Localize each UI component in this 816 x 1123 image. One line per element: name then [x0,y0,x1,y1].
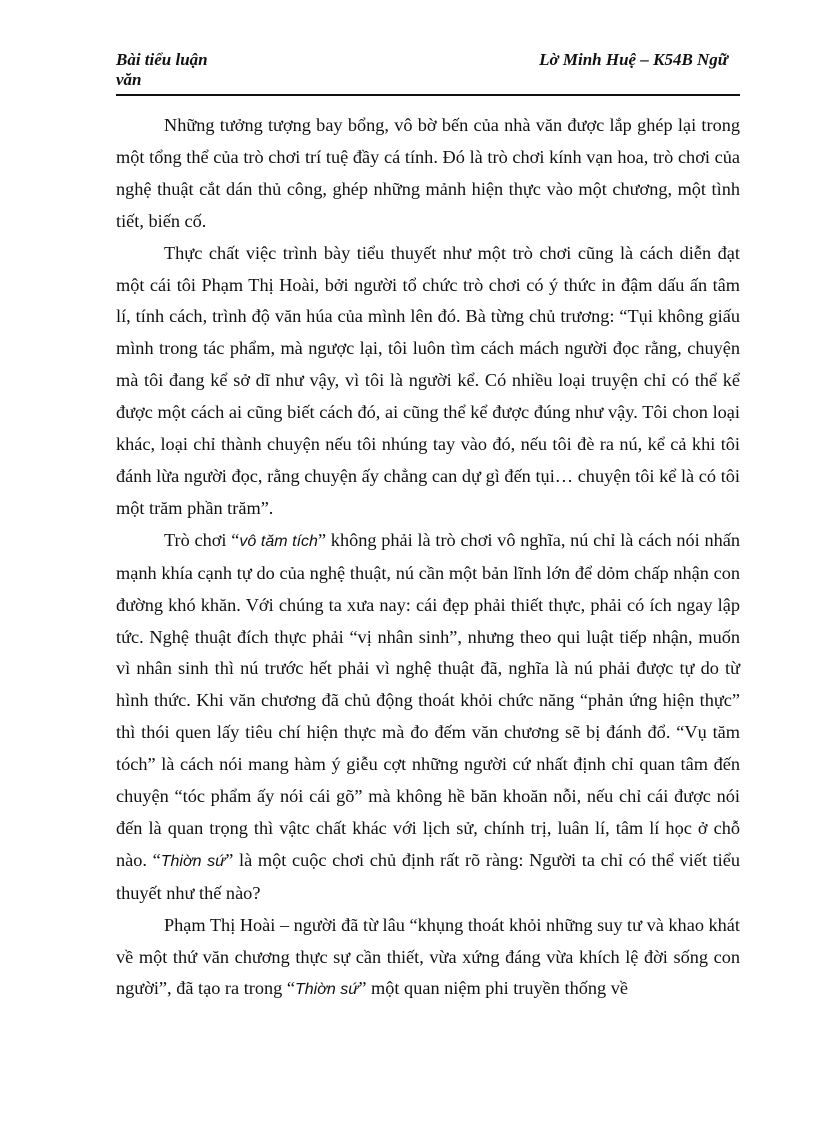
paragraph-3-emphasis-2: Thiờn sứ [160,852,226,870]
paragraph-4-emphasis-1: Thiờn sứ [294,981,359,999]
header-left-line2: văn [116,70,142,89]
paragraph-3-emphasis-1: vô tăm tích [239,532,318,550]
paragraph-3-part3: ” là một cuộc chơi chủ định rất rõ ràng: Người ta chỉ có thể viết tiểu thuyết như thế nào? [116,849,740,903]
paragraph-3-part2: ” không phải là trò chơi vô nghĩa, nú chỉ là cách nói nhấn mạnh khía cạnh tự do của nghệ thuật, nú cần một bản lĩnh lớn để dỏm chấp nhận con đường khó khăn. Với chúng ta xưa nay: cái đẹp phải thiết thực, phải có ích ngay lập tức. Nghệ thuật đích thực phải “vị nhân sinh”, nhưng theo qui luật tiếp nhận, muốn vì nhân sinh thì nú trước hết phải vì nghệ thuật đã, nghĩa là nú phải được tự do từ hình thức. Khi văn chương đã chủ động thoát khỏi chức năng “phản ứng hiện thực” thì thói quen lấy tiêu chí hiện thực mà đo đếm văn chương sẽ bị đánh đổ. “Vụ tăm tóch” là cách nói mang hàm ý giễu cợt những người cứ nhất định chỉ quan tâm đến chuyện “tóc phẩm ấy nói cái gõ” mà không hề băn khoăn nỗi, nếu chỉ cái được nói đến là quan trọng thì vậtc chất khác với lịch sử, chính trị, luân lí, tâm lí học ở chỗ nào. “ [116,529,741,870]
header-left-line1: Bài tiểu luận [116,50,208,69]
paragraph-4-part1: Phạm Thị Hoài – người đã từ lâu “khụng thoát khỏi những suy tư và khao khát về một thứ văn chương thực sự cần thiết, vừa xứng đáng vừa khích lệ đời sống con người”, đã tạo ra trong “ [116,914,741,999]
paragraph-3 [116,525,740,910]
header-document-type [116,50,266,90]
paragraph-3-part1: Trò chơi “ [164,529,240,550]
page-header [116,50,740,96]
header-author: Lờ Minh Huệ – K54B Ngữ [539,50,728,69]
document-body [116,110,740,1006]
paragraph-2: Thực chất việc trình bày tiểu thuyết như một trò chơi cũng là cách diễn đạt một cái tôi Phạm Thị Hoài, bởi người tổ chức trò chơi có ý thức in đậm dấu ấn tâm lí, tính cách, trình độ văn húa của mình lên đó. Bà từng chủ trương: “Tụi không giấu mình trong tác phẩm, mà ngược lại, tôi luôn tìm cách mách người đọc rằng, chuyện mà tôi đang kể sở dĩ như vậy, vì tôi là người kể. Có nhiều loại truyện chỉ có thể kể được một cách ai cũng biết cách đó, ai cũng thể kể được đúng như vậy. Tôi chon loại khác, loại chỉ thành chuyện nếu tôi nhúng tay vào đó, nếu tôi đè ra nú, kể cả khi tôi đánh lừa người đọc, rằng chuyện ấy chẳng can dự gì đến tụi… chuyện tôi kể là có tôi một trăm phần trăm”. [116,242,740,518]
paragraph-4-part2: ” một quan niệm phi truyền thống về [358,978,628,999]
paragraph-4 [116,910,740,1007]
paragraph-1: Những tưởng tượng bay bổng, vô bờ bến của nhà văn được lắp ghép lại trong một tổng thể của trò chơi trí tuệ đầy cá tính. Đó là trò chơi kính vạn hoa, trò chơi của nghệ thuật cắt dán thủ công, ghép những mảnh hiện thực vào một chương, một tình tiết, biến cố. [116,115,740,231]
